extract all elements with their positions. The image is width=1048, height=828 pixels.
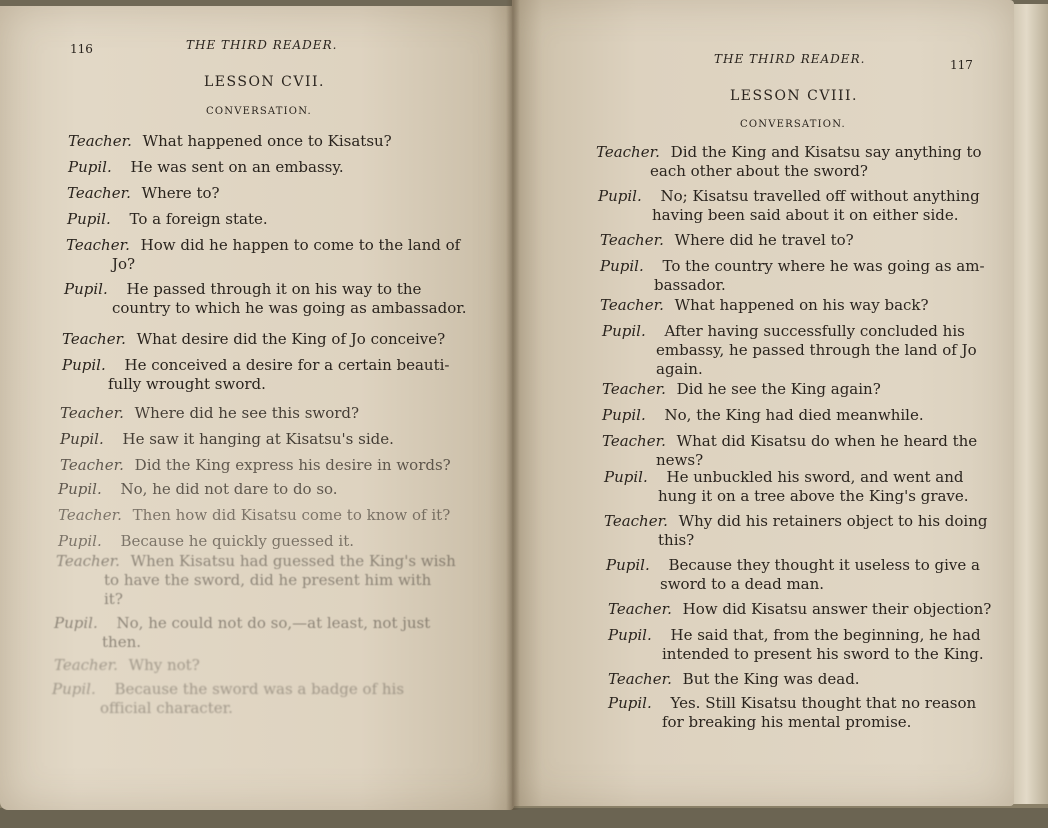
left-dialogue	[0, 6, 514, 810]
dialogue-text: Because they thought it useless to give a	[668, 556, 980, 574]
dialogue-text: Did the King express his desire in words?	[134, 456, 451, 474]
dialogue-line	[602, 380, 881, 399]
dialogue-line	[67, 184, 220, 203]
speaker-label: Teacher.	[596, 143, 660, 161]
speaker-label: Teacher.	[608, 600, 672, 618]
dialogue-text-cont: each other about the sword?	[650, 162, 868, 180]
dialogue-text: When Kisatsu had guessed the King's wish	[130, 552, 456, 570]
speaker-label: Pupil.	[598, 187, 642, 205]
dialogue-line	[606, 556, 1006, 594]
dialogue-text: No, the King had died meanwhile.	[664, 406, 924, 424]
dialogue-text: He passed through it on his way to the	[126, 280, 422, 298]
dialogue-text: How did he happen to come to the land of	[140, 236, 461, 254]
speaker-label: Teacher.	[602, 380, 666, 398]
speaker-label: Pupil.	[608, 694, 652, 712]
dialogue-text-cont: news?	[656, 451, 704, 469]
left-running-title: THE THIRD READER.	[186, 38, 338, 52]
dialogue-text: After having successfully concluded his	[664, 322, 965, 340]
dialogue-text: Where to?	[141, 184, 220, 202]
speaker-label: Pupil.	[602, 322, 646, 340]
dialogue-line	[62, 356, 482, 394]
dialogue-line	[62, 330, 445, 349]
speaker-label: Pupil.	[604, 468, 648, 486]
dialogue-text: Why did his retainers object to his doing	[678, 512, 988, 530]
speaker-label: Teacher.	[60, 456, 124, 474]
right-running-title: THE THIRD READER.	[714, 52, 866, 66]
dialogue-line	[54, 656, 200, 675]
right-lesson-title: LESSON CVIII.	[730, 88, 858, 104]
dialogue-text: But the King was dead.	[682, 670, 860, 688]
dialogue-line	[602, 322, 1002, 379]
dialogue-line	[58, 506, 450, 525]
dialogue-text: Where did he see this sword?	[134, 404, 360, 422]
dialogue-line	[608, 600, 991, 619]
speaker-label: Teacher.	[66, 236, 130, 254]
speaker-label: Pupil.	[60, 430, 104, 448]
speaker-label: Teacher.	[600, 296, 664, 314]
dialogue-line	[604, 512, 1004, 550]
dialogue-line	[54, 614, 494, 652]
dialogue-line	[60, 404, 359, 423]
dialogue-line	[596, 143, 1006, 181]
speaker-label: Pupil.	[67, 210, 111, 228]
speaker-label: Pupil.	[602, 406, 646, 424]
speaker-label: Teacher.	[62, 330, 126, 348]
right-subtitle: CONVERSATION.	[740, 119, 846, 130]
right-dialogue	[512, 0, 1014, 806]
dialogue-line	[66, 236, 466, 274]
dialogue-line	[608, 670, 860, 689]
dialogue-line	[608, 626, 1008, 664]
dialogue-text-cont: then.	[102, 633, 141, 651]
speaker-label: Teacher.	[608, 670, 672, 688]
dialogue-text-cont: it?	[104, 590, 123, 608]
dialogue-text: Because the sword was a badge of his	[114, 680, 405, 698]
speaker-label: Teacher.	[67, 184, 131, 202]
dialogue-line	[60, 430, 394, 449]
speaker-label: Pupil.	[64, 280, 108, 298]
dialogue-text: He conceived a desire for a certain beauti-	[124, 356, 450, 374]
dialogue-text: Where did he travel to?	[674, 231, 854, 249]
dialogue-text: He unbuckled his sword, and went and	[666, 468, 964, 486]
dialogue-text: How did Kisatsu answer their objection?	[682, 600, 992, 618]
dialogue-text-cont: again.	[656, 360, 703, 378]
dialogue-text-cont: country to which he was going as ambassador.	[112, 299, 467, 317]
dialogue-text: No, he did not dare to do so.	[120, 480, 338, 498]
right-page-number: 117	[950, 58, 973, 72]
left-subtitle: CONVERSATION.	[206, 106, 312, 117]
dialogue-text: What did Kisatsu do when he heard the	[676, 432, 978, 450]
speaker-label: Teacher.	[60, 404, 124, 422]
speaker-label: Pupil.	[62, 356, 106, 374]
dialogue-line	[598, 187, 1008, 225]
speaker-label: Teacher.	[58, 506, 122, 524]
speaker-label: Pupil.	[58, 532, 102, 550]
dialogue-line	[608, 694, 1008, 732]
dialogue-text: He saw it hanging at Kisatsu's side.	[122, 430, 394, 448]
dialogue-text: No; Kisatsu travelled off without anything	[660, 187, 980, 205]
background-bottom	[0, 808, 1048, 828]
left-page-number: 116	[70, 42, 93, 56]
dialogue-line	[600, 296, 929, 315]
dialogue-text-cont: having been said about it on either side.	[652, 206, 959, 224]
dialogue-text: He was sent on an embassy.	[130, 158, 344, 176]
speaker-label: Pupil.	[606, 556, 650, 574]
dialogue-line	[60, 456, 451, 475]
dialogue-text-cont: sword to a dead man.	[660, 575, 825, 593]
dialogue-text-cont: hung it on a tree above the King's grave.	[658, 487, 969, 505]
speaker-label: Teacher.	[604, 512, 668, 530]
dialogue-line	[52, 680, 492, 718]
dialogue-text: Because he quickly guessed it.	[120, 532, 355, 550]
speaker-label: Pupil.	[68, 158, 112, 176]
dialogue-text-cont: this?	[658, 531, 695, 549]
left-lesson-title: LESSON CVII.	[204, 74, 325, 90]
dialogue-line	[600, 231, 854, 250]
dialogue-line	[602, 406, 924, 425]
dialogue-text-cont: embassy, he passed through the land of Jo	[656, 341, 977, 359]
speaker-label: Pupil.	[608, 626, 652, 644]
dialogue-text: Why not?	[128, 656, 200, 674]
dialogue-text-cont: for breaking his mental promise.	[662, 713, 912, 731]
speaker-label: Teacher.	[602, 432, 666, 450]
dialogue-line	[68, 158, 344, 177]
dialogue-text: No, he could not do so,—at least, not just	[116, 614, 431, 632]
dialogue-text: To the country where he was going as am-	[662, 257, 985, 275]
dialogue-text: Then how did Kisatsu come to know of it?	[132, 506, 451, 524]
dialogue-line	[58, 532, 354, 551]
dialogue-line	[64, 280, 484, 318]
speaker-label: Teacher.	[54, 656, 118, 674]
dialogue-line	[600, 257, 1000, 295]
speaker-label: Teacher.	[56, 552, 120, 570]
dialogue-text-cont: Jo?	[112, 255, 136, 273]
dialogue-text-cont: official character.	[100, 699, 233, 717]
speaker-label: Pupil.	[58, 480, 102, 498]
speaker-label: Teacher.	[68, 132, 132, 150]
dialogue-text: Yes. Still Kisatsu thought that no reason	[670, 694, 977, 712]
dialogue-line	[56, 552, 496, 609]
right-page	[512, 0, 1014, 806]
dialogue-text: What desire did the King of Jo conceive?	[136, 330, 446, 348]
left-page	[0, 6, 514, 810]
dialogue-line	[602, 432, 1002, 470]
speaker-label: Pupil.	[54, 614, 98, 632]
dialogue-text: He said that, from the beginning, he had	[670, 626, 981, 644]
book-gutter	[506, 0, 520, 810]
dialogue-text: What happened on his way back?	[674, 296, 929, 314]
page-edges	[1012, 4, 1048, 804]
dialogue-text: Did the King and Kisatsu say anything to	[670, 143, 982, 161]
dialogue-text-cont: bassador.	[654, 276, 726, 294]
dialogue-line	[604, 468, 1004, 506]
dialogue-text-cont: intended to present his sword to the King.	[662, 645, 984, 663]
dialogue-text-cont: fully wrought sword.	[108, 375, 266, 393]
dialogue-line	[58, 480, 338, 499]
dialogue-text: Did he see the King again?	[676, 380, 881, 398]
dialogue-text-cont: to have the sword, did he present him with	[104, 571, 432, 589]
speaker-label: Teacher.	[600, 231, 664, 249]
speaker-label: Pupil.	[52, 680, 96, 698]
dialogue-text: To a foreign state.	[129, 210, 268, 228]
speaker-label: Pupil.	[600, 257, 644, 275]
dialogue-text: What happened once to Kisatsu?	[142, 132, 392, 150]
dialogue-line	[68, 132, 392, 151]
dialogue-line	[67, 210, 268, 229]
